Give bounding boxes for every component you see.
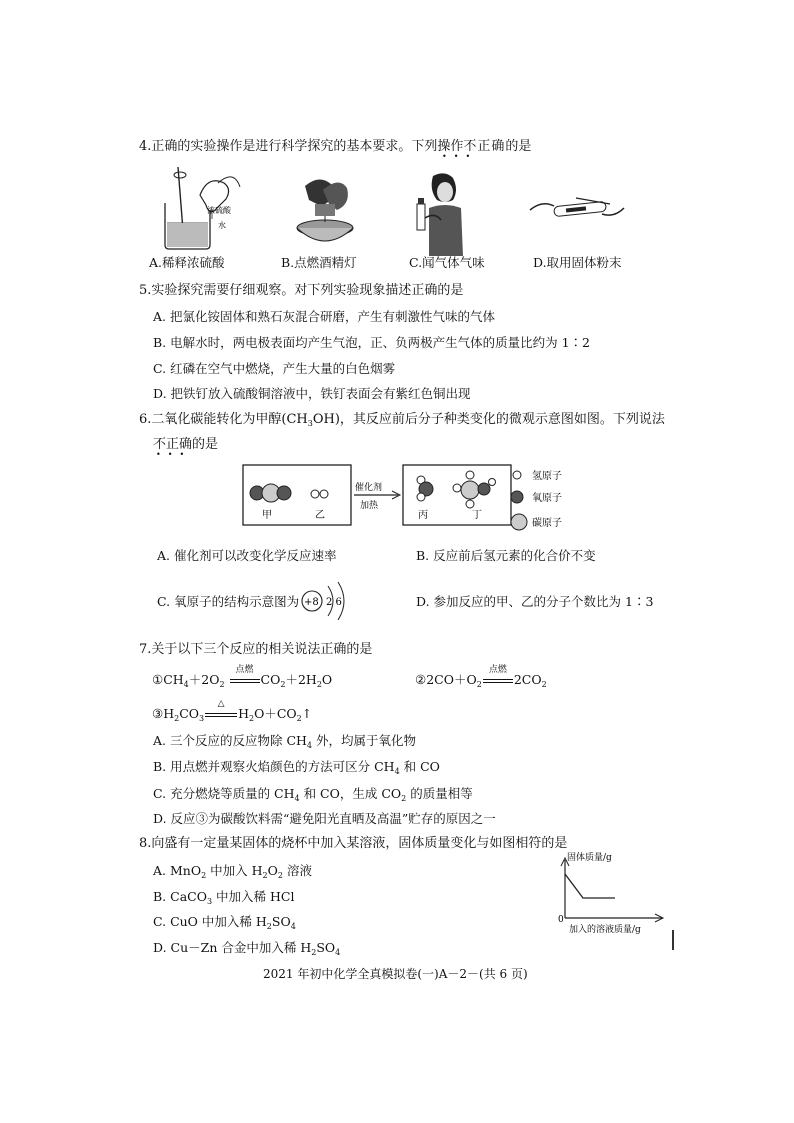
legend-hydrogen: 氢原子 — [532, 471, 562, 482]
q8-option-d[interactable]: D. Cu－Zn 合金中加入稀 $H_2SO_4$ — [153, 940, 341, 957]
q7-option-c[interactable]: C. 充分燃烧等质量的 $CH_4$ 和 CO，生成 $CO_2$ 的质量相等 — [153, 786, 473, 803]
edge-mark — [672, 930, 674, 950]
label-acid: 浓硫酸 — [207, 206, 231, 215]
q4-stem: 4.正确的实验操作是进行科学探究的基本要求。下列操作不正确的是 — [139, 139, 532, 154]
q5-option-c[interactable]: C. 红磷在空气中燃烧，产生大量的白色烟雾 — [153, 361, 396, 376]
label-heat: 加热 — [360, 501, 379, 511]
reaction-3: $③H_2CO_3$ △ $H_2O+CO_2↑$ — [152, 699, 313, 723]
emphasis-dots: ••• — [442, 152, 478, 161]
q7-option-b[interactable]: B. 用点燃并观察火焰颜色的方法可区分 $CH_4$ 和 CO — [153, 759, 440, 776]
page-footer: 2021 年初中化学全真模拟卷(一)A－2－(共 6 页) — [263, 967, 528, 981]
emphasis-dots: ••• — [156, 450, 192, 459]
q4-option-a[interactable]: A.稀释浓硫酸 — [149, 255, 225, 270]
q6-stem-line2: 不正确的是 — [153, 437, 219, 452]
svg-text:2 6: 2 6 — [326, 597, 342, 608]
q8-option-c[interactable]: C. CuO 中加入稀 $H_2SO_4$ — [153, 914, 296, 931]
q6-stem-line1: 6.二氧化碳能转化为甲醇$(CH_3OH)$，其反应前后分子种类变化的微观示意图如图。下列说法 — [139, 412, 665, 428]
q7-option-a[interactable]: A. 三个反应的反应物除 $CH_4$ 外，均属于氧化物 — [153, 733, 416, 750]
q8-option-b[interactable]: B. CaCO$_3$ 中加入稀 HCl — [153, 889, 295, 906]
q6-option-d[interactable]: D. 参加反应的甲、乙的分子个数比为 1∶3 — [416, 594, 654, 609]
q6-option-c[interactable]: C. 氧原子的结构示意图为 — [157, 594, 300, 609]
q5-option-a[interactable]: A. 把氯化铵固体和熟石灰混合研磨，产生有刺激性气味的气体 — [153, 309, 495, 324]
molecule-diagram — [240, 462, 600, 534]
q8-mass-graph — [555, 850, 675, 936]
q4-emphasis: 不正确 — [463, 139, 506, 154]
q6-option-a[interactable]: A. 催化剂可以改变化学反应速率 — [157, 548, 337, 563]
q7-stem: 7.关于以下三个反应的相关说法正确的是 — [139, 642, 373, 657]
graph-ylabel: 固体质量/g — [567, 853, 612, 863]
label-yi: 乙 — [315, 510, 325, 521]
figure-alcohol-lamp — [285, 170, 365, 255]
q5-option-d[interactable]: D. 把铁钉放入硫酸铜溶液中，铁钉表面会有紫红色铜出现 — [153, 386, 471, 401]
oxygen-atom-structure — [298, 580, 358, 620]
graph-line — [565, 874, 615, 898]
legend-oxygen: 氧原子 — [532, 493, 562, 504]
graph-xlabel: 加入的溶液质量/g — [569, 925, 641, 935]
label-catalyst: 催化剂 — [355, 483, 383, 493]
legend-carbon: 碳原子 — [532, 518, 562, 529]
label-bing: 丙 — [418, 510, 428, 521]
q4-option-b[interactable]: B.点燃酒精灯 — [281, 255, 357, 270]
label-ding: 丁 — [472, 510, 482, 521]
graph-origin: 0 — [558, 915, 564, 925]
q4-option-c[interactable]: C.闻气体气味 — [409, 255, 485, 270]
q4-option-d[interactable]: D.取用固体粉末 — [533, 255, 622, 270]
q5-stem: 5.实验探究需要仔细观察。对下列实验现象描述正确的是 — [139, 283, 464, 298]
reaction-1: $①CH_4+2O_2$ 点燃 $CO_2+2H_2O$ — [152, 665, 333, 689]
figure-dilute-acid — [160, 165, 252, 255]
label-jia: 甲 — [262, 510, 272, 521]
figure-smell-gas — [405, 168, 465, 256]
reaction-2: $②2CO+O_2$ 点燃 $2CO_2$ — [415, 665, 547, 689]
q5-option-b[interactable]: B. 电解水时，两电极表面均产生气泡，正、负两极产生气体的质量比约为 1∶2 — [153, 335, 591, 350]
q7-option-d[interactable]: D. 反应③为碳酸饮料需“避免阳光直晒及高温”贮存的原因之一 — [153, 811, 496, 826]
q6-option-b[interactable]: B. 反应前后氢元素的化合价不变 — [416, 548, 596, 563]
svg-text:+8: +8 — [304, 597, 319, 608]
label-water: 水 — [218, 221, 226, 230]
figure-solid-powder — [528, 188, 628, 228]
q8-stem: 8.向盛有一定量某固体的烧杯中加入某溶液，固体质量变化与如图相符的是 — [139, 836, 568, 851]
q8-option-a[interactable]: A. MnO$_2$ 中加入 $H_2O_2$ 溶液 — [153, 863, 312, 880]
